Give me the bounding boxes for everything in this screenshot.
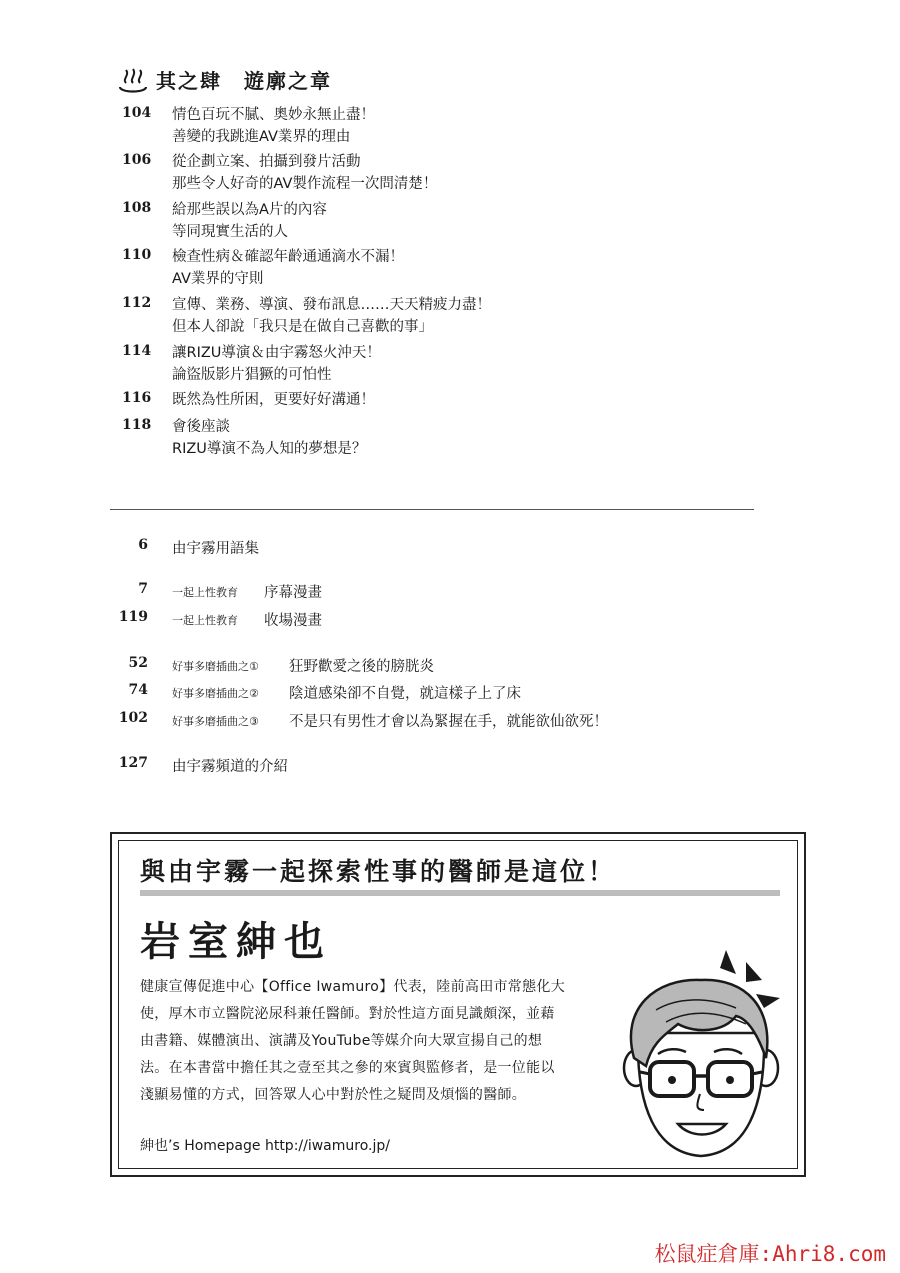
toc-page-number: 106 <box>122 152 152 168</box>
toc-line: 情色百玩不膩、奧妙永無止盡！ <box>172 107 375 123</box>
extras-label: 好事多磨插曲之③ <box>172 715 259 728</box>
bio-line: 淺顯易懂的方式，回答眾人心中對於性之疑問及煩惱的醫師。 <box>140 1087 527 1103</box>
extras-page-number: 74 <box>128 682 148 698</box>
extras-page-number: 127 <box>118 755 148 771</box>
toc-line: 既然為性所困，更要好好溝通！ <box>172 392 375 408</box>
extras-entry[interactable] <box>0 609 800 631</box>
extras-page-number: 102 <box>118 710 148 726</box>
doctor-portrait-illustration <box>596 938 796 1168</box>
heading-rule <box>140 890 780 896</box>
extras-title: 序幕漫畫 <box>264 585 322 601</box>
toc-line: 但本人卻說「我只是在做自己喜歡的事」 <box>172 319 433 335</box>
extras-entry[interactable] <box>0 710 800 732</box>
toc-page-number: 108 <box>122 200 152 216</box>
toc-page-number: 116 <box>122 390 152 406</box>
extras-title: 由宇霧頻道的介紹 <box>172 759 288 775</box>
doctor-profile-box <box>110 832 806 1177</box>
extras-title: 收場漫畫 <box>264 613 322 629</box>
watermark: 松鼠症倉庫:Ahri8.com <box>654 1242 886 1266</box>
doctor-box-heading: 與由宇霧一起探索性事的醫師是這位！ <box>140 857 617 886</box>
toc-line: 會後座談 <box>172 419 230 435</box>
toc-page-number: 110 <box>122 247 152 263</box>
toc-line: 論盜版影片猖獗的可怕性 <box>172 367 332 383</box>
toc-line: 那些令人好奇的AV製作流程一次問清楚！ <box>172 176 438 192</box>
extras-label: 好事多磨插曲之① <box>172 660 259 673</box>
chapter-title: 其之肆 遊廓之章 <box>156 68 332 93</box>
bio-line: 法。在本書當中擔任其之壹至其之參的來賓與監修者，是一位能以 <box>140 1060 555 1076</box>
extras-entry[interactable] <box>0 537 800 559</box>
extras-entry[interactable] <box>0 655 800 677</box>
toc-line: 給那些誤以為A片的內容 <box>172 202 327 218</box>
toc-line: 檢查性病＆確認年齡通通滴水不漏！ <box>172 249 404 265</box>
section-divider <box>110 509 754 510</box>
toc-page-number: 104 <box>122 105 152 121</box>
toc-line: 等同現實生活的人 <box>172 224 288 240</box>
extras-page-number: 119 <box>118 609 148 625</box>
toc-page-number: 118 <box>122 417 152 433</box>
extras-label: 一起上性教育 <box>172 586 238 599</box>
extras-title: 陰道感染卻不自覺，就這樣子上了床 <box>289 686 521 702</box>
doctor-name: 岩室紳也 <box>140 919 332 965</box>
homepage-link[interactable]: 紳也’s Homepage http://iwamuro.jp/ <box>140 1138 390 1154</box>
extras-title: 不是只有男性才會以為緊握在手，就能欲仙欲死！ <box>289 714 608 730</box>
toc-line: AV業界的守則 <box>172 271 264 287</box>
extras-page-number: 52 <box>128 655 148 671</box>
toc-line: 讓RIZU導演＆由宇霧怒火沖天！ <box>172 345 381 361</box>
onsen-icon <box>116 65 150 93</box>
bio-line: 使，厚木市立醫院泌尿科兼任醫師。對於性這方面見識頗深，並藉 <box>140 1006 555 1022</box>
toc-line: 宣傳、業務、導演、發布訊息……天天精疲力盡！ <box>172 297 491 313</box>
extras-label: 一起上性教育 <box>172 614 238 627</box>
extras-entry[interactable] <box>0 581 800 603</box>
toc-page-number: 114 <box>122 343 152 359</box>
toc-line: 從企劃立案、拍攝到發片活動 <box>172 154 361 170</box>
toc-line: 善變的我跳進AV業界的理由 <box>172 129 351 145</box>
extras-page-number: 6 <box>138 537 148 553</box>
extras-title: 由宇霧用語集 <box>172 541 259 557</box>
extras-entry[interactable] <box>0 755 800 777</box>
extras-entry[interactable] <box>0 682 800 704</box>
extras-page-number: 7 <box>138 581 148 597</box>
doctor-bio <box>140 974 580 1109</box>
toc-line: RIZU導演不為人知的夢想是？ <box>172 441 367 457</box>
toc-page-number: 112 <box>122 295 152 311</box>
extras-label: 好事多磨插曲之② <box>172 687 259 700</box>
bio-line: 健康宣傳促進中心【Office Iwamuro】代表，陸前高田市常態化大 <box>140 979 566 995</box>
chapter-header <box>116 64 332 94</box>
extras-title: 狂野歡愛之後的膀胱炎 <box>289 659 434 675</box>
bio-line: 由書籍、媒體演出、演講及YouTube等媒介向大眾宣揚自己的想 <box>140 1033 543 1049</box>
